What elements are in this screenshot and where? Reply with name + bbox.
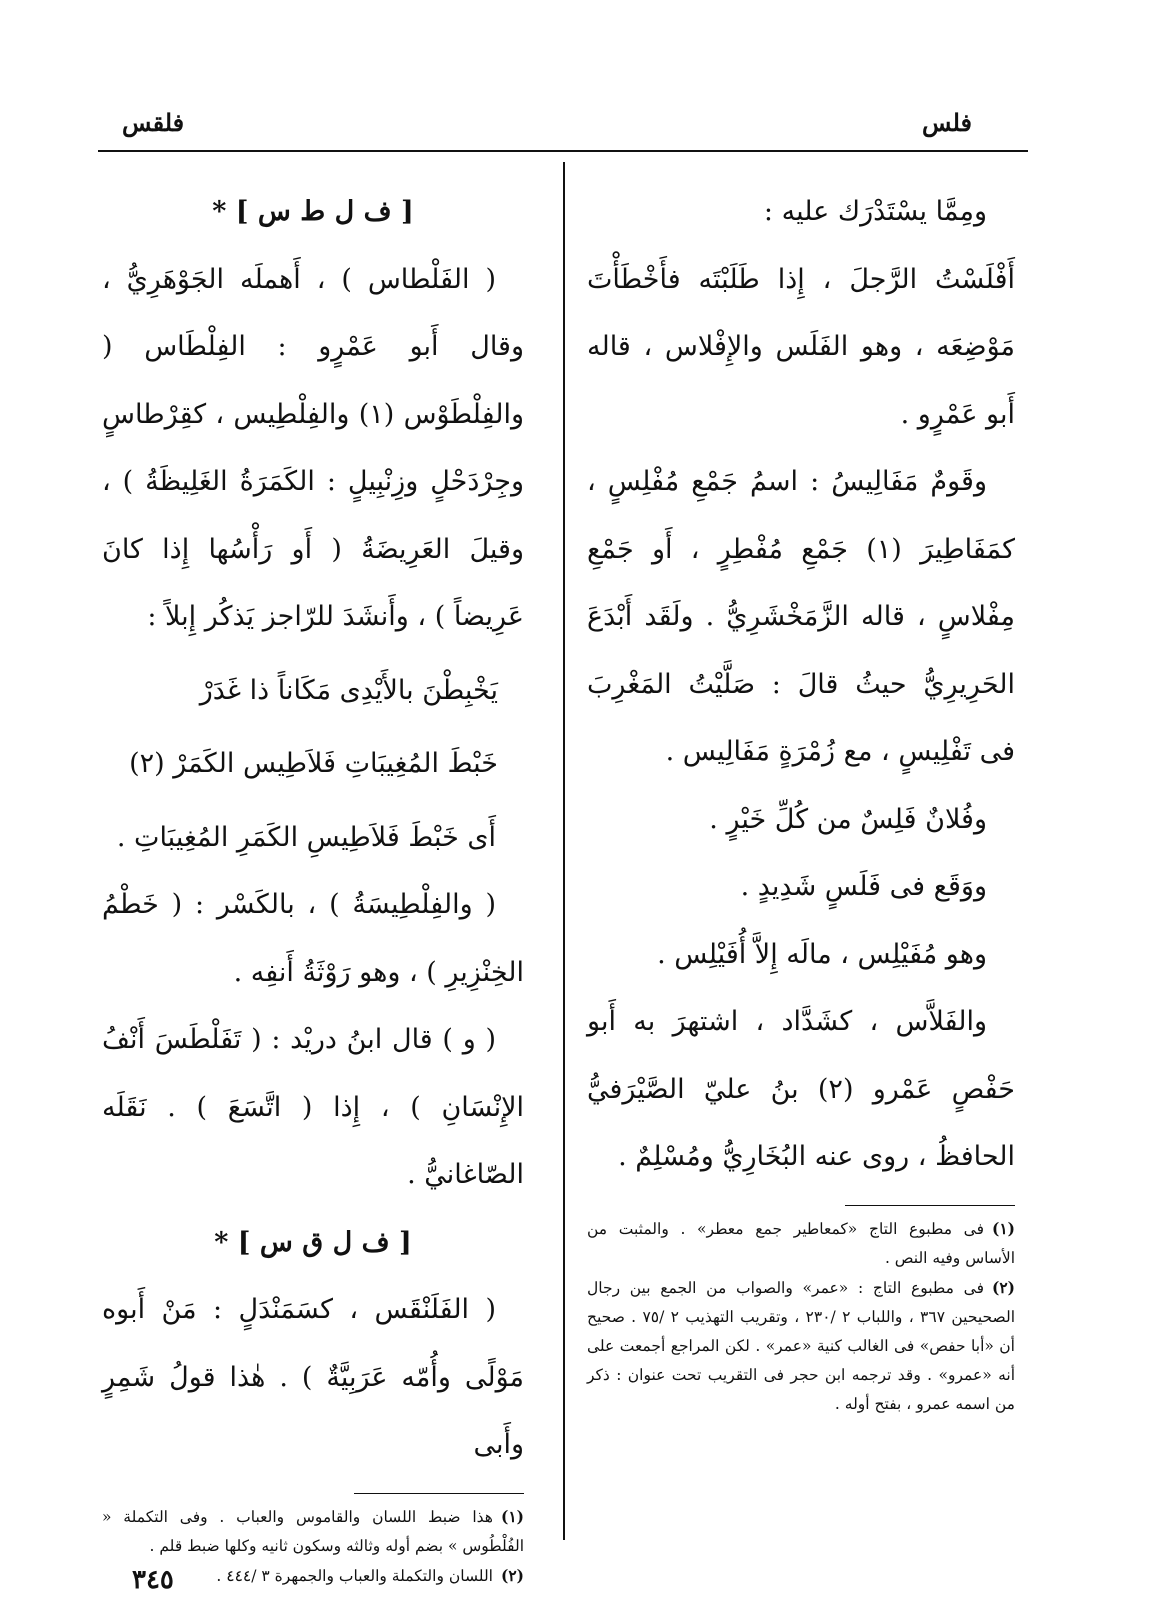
entry-heading-flqs: [ ف ل ق س ] * — [214, 1226, 412, 1258]
footnote-number: (٢) — [500, 1565, 524, 1585]
paragraph-falas-shadid: ووَقَع فى فَلَسٍ شَدِيدٍ . — [740, 871, 987, 902]
footnote-number: (١) — [500, 1506, 524, 1526]
page-number: ٣٤٥ — [132, 1565, 174, 1595]
footnote-text: فى مطبوع التاج «كمعاطير جمع معطر» . والمثبت من الأساس وفيه النص . — [587, 1219, 1015, 1267]
poem-line-1: يَخْبِطْنَ بالأَيْدِى مَكَاناً ذا غَدَرْ — [199, 674, 498, 706]
footnote-item — [102, 1502, 524, 1561]
header-rule — [98, 150, 1028, 152]
footnote-text: فى مطبوع التاج : «عمر» والصواب من الجمع بين رجال الصحيحين ٣٦٧ ، واللباب ٢ /٢٣٠ ، وتقريب التهذيب ٢ /٧٥ . صحيح أن «أبا حفص» فى الغالب كنية «عمر» . لكن المراجع أجمعت على أنه «عمرو» . وقد ترجمه ابن حجر فى التقريب تحت عنوان : ذكر من اسمه عمرو ، بفتح أوله . — [587, 1278, 1015, 1413]
paragraph-addendum-intro: ومِمَّا يسْتَدْرَك عليه : — [763, 196, 987, 227]
paragraph-falis: وفُلانٌ فَلِسٌ من كُلِّ خَيْرٍ . — [709, 803, 987, 835]
footnote-number: (١) — [991, 1218, 1015, 1238]
footnote-rule-right — [845, 1205, 1015, 1206]
column-divider — [563, 162, 565, 1540]
footnote-text: هذا ضبط اللسان والقاموس والعباب . وفى التكملة « الفُلْطُوس » بضم أوله وثالثه وسكون ثانيه وكلها ضبط قلم . — [102, 1507, 524, 1555]
paragraph-faltas: ( الفَلْطاس ) ، أَهملَه الجَوْهَرِيُّ ، وقال أَبو عَمْرٍو : الفِلْطَاس ( والفِلْطَوْس (١) والفِلْطِيس ، كقِرْطاسٍ وجِرْدَحْلٍ وزِنْبِيلٍ : الكَمَرَةُ الغَلِيظَةُ ) ، وقيلَ العَرِيضَةُ ( أَو رَأْسُها إِذا كانَ عَرِيضاً ) ، وأَنشَدَ للرّاجز يَذكُر إِبلاً : — [102, 263, 524, 632]
right-column — [587, 178, 1015, 1419]
paragraph-mufaylis: وهو مُفَيْلِس ، مالَه إِلاَّ أُفَيْلِس . — [657, 938, 987, 970]
paragraph-aflasa: أَفْلَسْتُ الرَّجلَ ، إِذا طَلَبْتَه فأَخْطَأْتَ مَوْضِعَه ، وهو الفَلَس والإِفْلاس ، قاله أَبو عَمْرٍو . — [587, 263, 1015, 430]
paragraph-fallas: والفَلاَّس ، كشَدَّاد ، اشتهرَ به أَبو حَفْصٍ عَمْرو (٢) بنُ عليّ الصَّيْرَفيُّ الحافظُ ، روى عنه البُخَارِيُّ ومُسْلِمٌ . — [587, 1006, 1015, 1172]
footnote-rule-left — [354, 1493, 524, 1494]
left-column — [102, 178, 524, 1591]
running-head-left: فلقس — [122, 108, 185, 137]
footnote-text: اللسان والتكملة والعباب والجمهرة ٣ /٤٤٤ . — [216, 1566, 493, 1585]
entry-heading-flts: [ ف ل ط س ] * — [212, 196, 414, 227]
paragraph-falanqas: ( الفَلَنْقَس ، كسَمَنْدَلٍ : مَنْ أَبوه مَوْلًى وأُمّه عَرَبِيَّةٌ ) . هٰذا قولُ شَمِرٍ وأَبى — [102, 1294, 524, 1460]
footnotes-right — [587, 1214, 1015, 1419]
paragraph-filtisa: ( والفِلْطِيسَةُ ) ، بالكَسْر : ( خَطْمُ الخِنْزِيرِ ) ، وهو رَوْثَةُ أَنفِه . — [102, 889, 524, 988]
footnote-item — [587, 1214, 1015, 1273]
poem-line-2: خَبْطَ المُغِيبَاتِ فَلاَطِيس الكَمَرْ (٢) — [129, 748, 498, 779]
paragraph-tafaltas: ( و ) قال ابنُ دريْد : ( تَفَلْطَسَ أَنْفُ الإِنْسَانِ ) ، إِذا ( اتَّسَعَ ) . نَقَلَه الصّاغانيُّ . — [102, 1024, 524, 1190]
paragraph-explanation: أَى خَبْطَ فَلاَطِيسِ الكَمَرِ المُغِيبَاتِ . — [116, 821, 496, 853]
footnote-item — [587, 1273, 1015, 1419]
running-head-right: فلس — [921, 108, 972, 137]
footnote-number: (٢) — [991, 1277, 1015, 1297]
paragraph-mafalis: وقَومٌ مَفَالِيسُ : اسمُ جَمْعِ مُفْلِسٍ ، كمَفَاطِيرَ (١) جَمْعِ مُفْطِرٍ ، أَو جَمْعِ مِفْلاسٍ ، قاله الزَّمَخْشَرِيُّ . ولَقَد أَبْدَعَ الحَرِيرِيُّ حيثُ قالَ : صَلَّيْتُ المَغْرِبَ فى تَفْلِيسٍ ، مع زُمْرَةٍ مَفَالِيس . — [587, 466, 1015, 767]
